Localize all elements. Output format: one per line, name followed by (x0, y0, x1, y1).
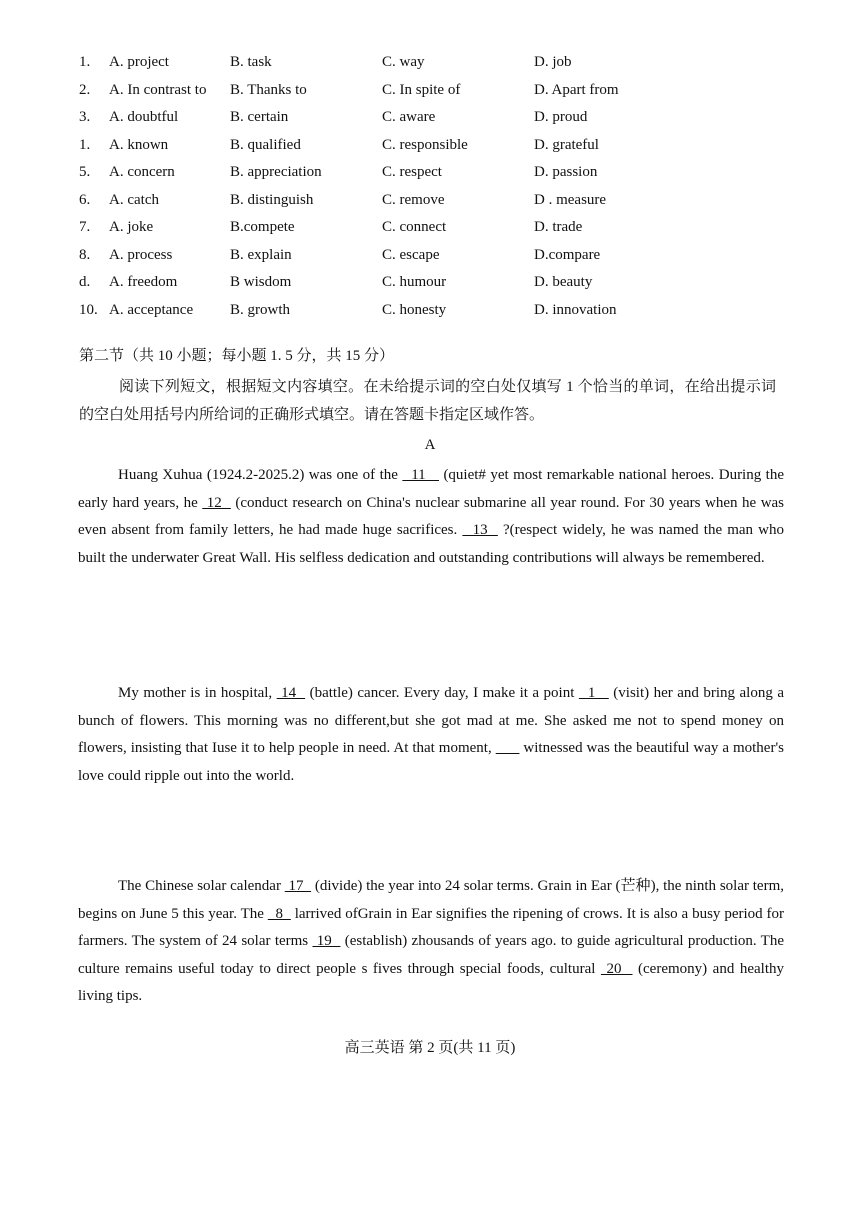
option-d: D. innovation (534, 301, 617, 318)
option-d: D. Apart from (534, 81, 619, 98)
question-number: 10. (79, 301, 98, 318)
option-d: D. passion (534, 164, 598, 180)
option-c: C. respect (382, 164, 442, 180)
question-number: 1. (79, 136, 91, 153)
option-b: B. distinguish (230, 191, 314, 208)
option-b: B. growth (230, 301, 290, 318)
option-b: B. task (230, 54, 272, 70)
option-a: A. joke (109, 219, 154, 235)
option-a: A. doubtful (109, 109, 179, 125)
blank-11: 11 (402, 467, 439, 483)
option-c: C. humour (382, 274, 447, 290)
option-b: B.compete (230, 219, 295, 235)
blank-19: 19 (312, 933, 341, 949)
option-d: D . measure (534, 191, 607, 208)
blank-16 (496, 740, 520, 756)
option-b: B. certain (230, 109, 289, 125)
blank-15: 1 (578, 685, 609, 701)
option-a: A. In contrast to (109, 81, 207, 98)
option-d: D.compare (534, 246, 601, 263)
option-b: B. Thanks to (230, 81, 307, 98)
option-a: A. project (109, 54, 169, 70)
question-number: 5. (79, 164, 91, 180)
option-b: B. qualified (230, 136, 301, 153)
passage-text: (conduct research on China's nuclear submarine all year round. For 30 years when he was even absent from family letters, he had made huge sacrifices. (78, 494, 785, 538)
passage-text: larrived ofGrain in Ear signifies the ripening of crows. It is also a busy period for farmers. The system of 24 solar terms (78, 905, 785, 949)
question-number: 2. (79, 81, 91, 98)
option-c: C. honesty (382, 301, 447, 318)
option-a: A. catch (109, 191, 159, 208)
passage-text: witnessed was the beautiful way a mother's love could ripple out into the world. (78, 740, 784, 784)
question-number: 1. (79, 54, 91, 70)
option-a: A. freedom (109, 274, 178, 290)
passage-text: (establish) zhousands of years ago. to guide agricultural production. The culture remains useful today to direct people s fives through special foods, cultural (78, 933, 785, 977)
instructions: 阅读下列短文，根据短文内容填空。在未给提示词的空白处仅填写 1 个恰当的单词，在给出提示词的空白处用括号内所给词的正确形式填空。请在答题卡指定区域作答。 (79, 379, 776, 423)
question-number: 8. (79, 246, 91, 263)
option-a: A. concern (109, 164, 175, 180)
passage-text: (battle) cancer. Every day, I make it a point (305, 685, 579, 701)
option-d: D. grateful (534, 136, 599, 153)
passage-text: (quiet# yet most remarkable national heroes. During the early hard years, he (78, 467, 784, 511)
section-heading: 第二节（共 10 小题；每小题 1. 5 分，共 15 分） (79, 348, 395, 364)
blank-20: 20 (600, 960, 633, 977)
question-number: d. (79, 274, 91, 290)
question-number: 3. (79, 109, 91, 125)
passage-text: (ceremony) and healthy living tips. (78, 960, 785, 1004)
option-c: C. responsible (382, 136, 468, 153)
option-d: D. job (534, 54, 572, 70)
blank-17: 17 (284, 878, 312, 894)
option-a: A. process (109, 246, 173, 263)
option-c: C. aware (382, 109, 436, 125)
option-c: C. way (382, 54, 425, 70)
option-b: B wisdom (230, 274, 292, 290)
passage-label: A (424, 437, 436, 453)
option-d: D. proud (534, 109, 588, 125)
question-number: 6. (79, 191, 91, 208)
option-d: D. trade (534, 219, 583, 235)
passage-text: (visit) her and bring along a bunch of flowers. This morning was no different,but she got mad at me. She asked me not to spend money on flowers, insisting that Iuse it to help people in need. At that moment, (78, 685, 784, 756)
page-footer: 高三英语 第 2 页(共 11 页) (344, 1040, 516, 1056)
question-number: 7. (79, 219, 91, 235)
blank-18: 8 (267, 905, 291, 922)
blank-13: 13 (462, 522, 498, 538)
blank-14: 14 (276, 685, 306, 701)
passage-mother (78, 680, 784, 790)
passage-huang-xuhua (78, 462, 784, 572)
passage-text: The Chinese solar calendar (118, 878, 285, 894)
option-c: C. remove (382, 191, 445, 208)
passage-text: ?(respect widely, he was named the man who built the underwater Great Wall. His selfless dedication and outstanding contributions will always be remembered. (78, 522, 785, 566)
blank-12: 12 (202, 494, 231, 511)
option-c: C. connect (382, 219, 447, 235)
option-c: C. In spite of (382, 81, 461, 98)
passage-text: Huang Xuhua (1924.2-2025.2) was one of the (118, 467, 403, 483)
passage-solar-calendar (78, 873, 784, 1011)
option-b: B. appreciation (230, 164, 322, 180)
passage-text: (divide) the year into 24 solar terms. Grain in Ear (芒种), the ninth solar term, begins on June 5 this year. The (78, 878, 784, 922)
option-b: B. explain (230, 246, 292, 263)
passage-text: My mother is in hospital, (118, 685, 277, 701)
option-a: A. acceptance (109, 301, 194, 318)
option-d: D. beauty (534, 274, 593, 290)
option-c: C. escape (382, 246, 440, 263)
option-a: A. known (109, 136, 169, 153)
